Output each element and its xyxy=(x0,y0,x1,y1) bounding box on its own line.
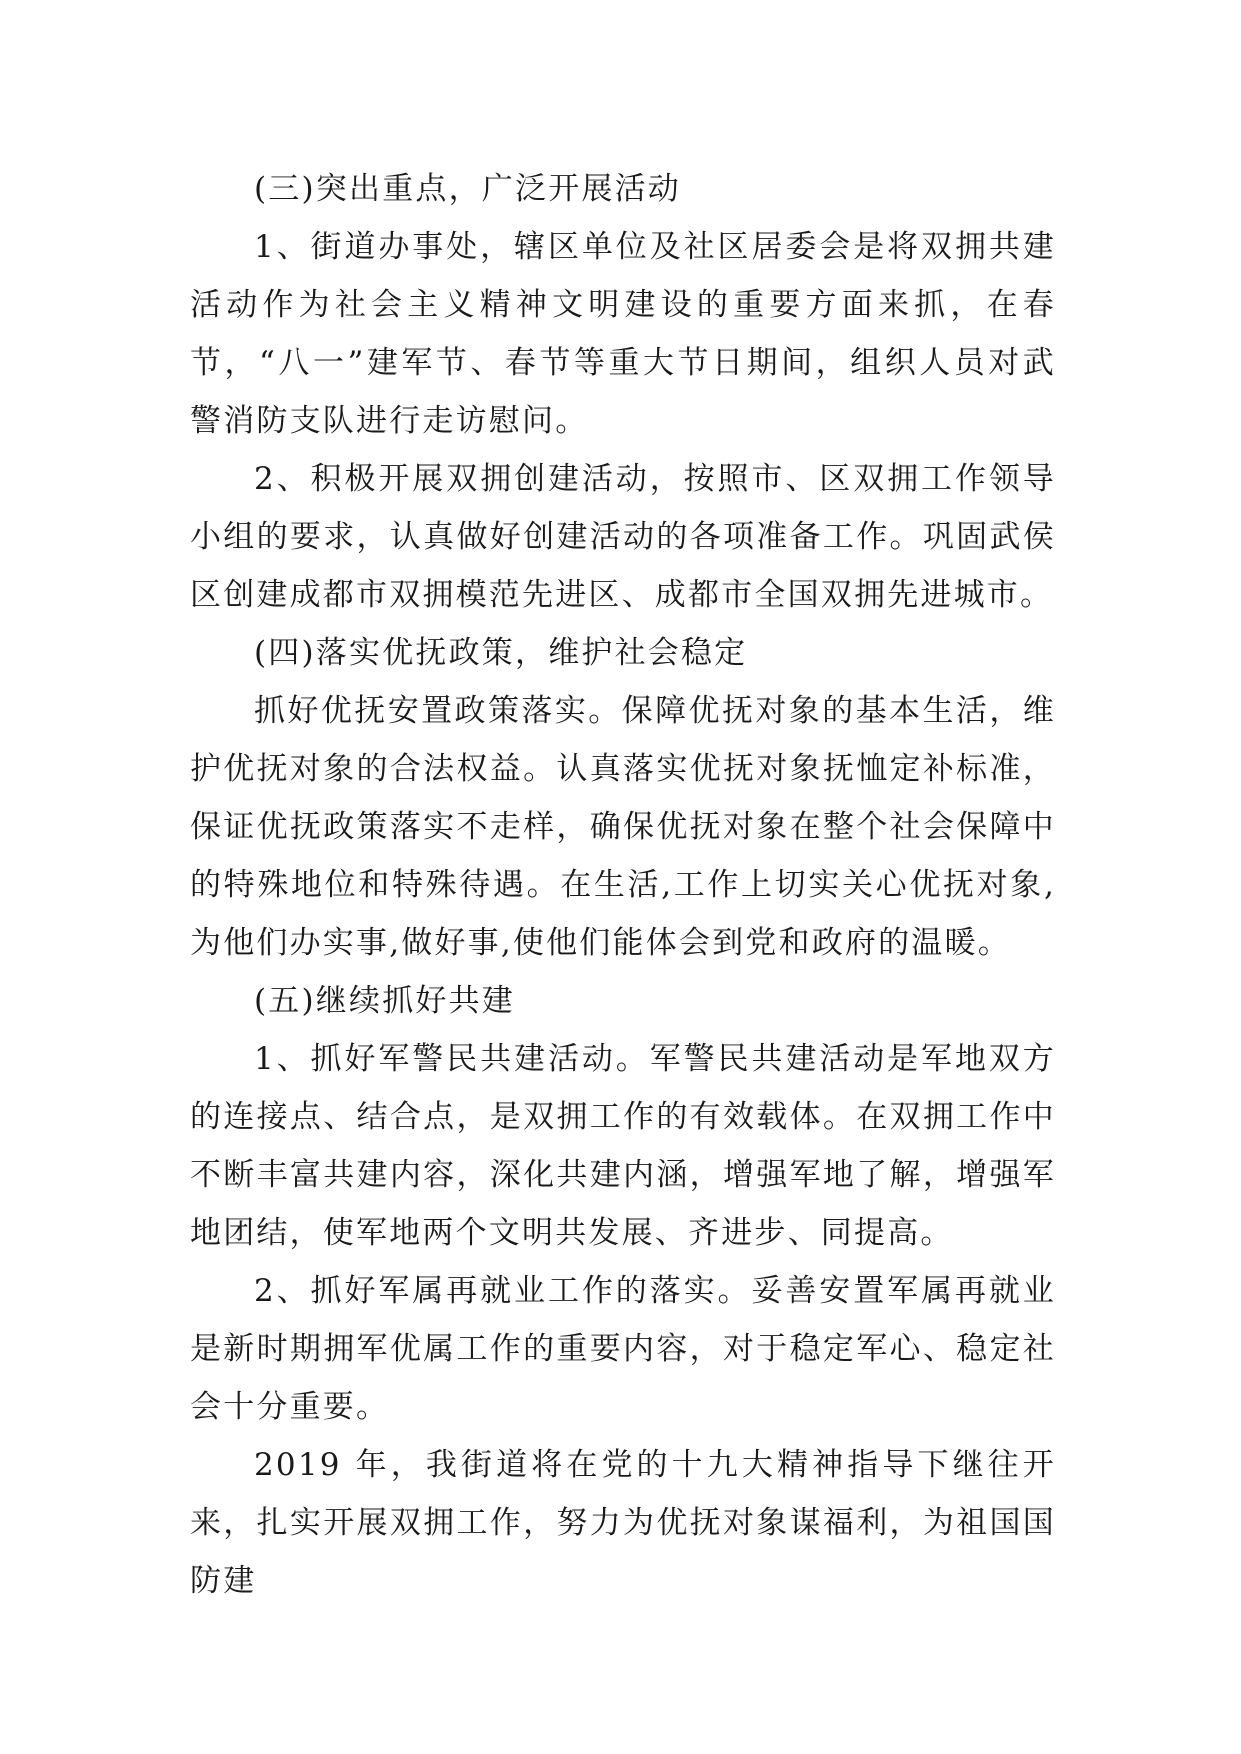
paragraph: 抓好优抚安置政策落实。保障优抚对象的基本生活，维护优抚对象的合法权益。认真落实优抚对象抚恤定补标准，保证优抚政策落实不走样，确保优抚对象在整个社会保障中的特殊地位和特殊待遇。在生活,工作上切实关心优抚对象,为他们办实事,做好事,使他们能体会到党和政府的温暖。 xyxy=(190,693,1056,961)
section-heading-4: (四)落实优抚政策，维护社会稳定 xyxy=(254,635,748,671)
document-body xyxy=(190,160,1056,1610)
paragraph: 2、抓好军属再就业工作的落实。妥善安置军属再就业是新时期拥军优属工作的重要内容，对于稳定军心、稳定社会十分重要。 xyxy=(190,1273,1056,1425)
paragraph: 2019 年，我街道将在党的十九大精神指导下继往开来，扎实开展双拥工作，努力为优抚对象谋福利，为祖国国防建 xyxy=(190,1447,1056,1599)
section-heading-3: (三)突出重点，广泛开展活动 xyxy=(254,171,681,207)
paragraph: 1、抓好军警民共建活动。军警民共建活动是军地双方的连接点、结合点，是双拥工作的有效载体。在双拥工作中不断丰富共建内容，深化共建内涵，增强军地了解，增强军地团结，使军地两个文明共发展、齐进步、同提高。 xyxy=(190,1041,1056,1251)
paragraph: 1、街道办事处，辖区单位及社区居委会是将双拥共建活动作为社会主义精神文明建设的重要方面来抓，在春节，“八一”建军节、春节等重大节日期间，组织人员对武警消防支队进行走访慰问。 xyxy=(190,229,1056,439)
paragraph: 2、积极开展双拥创建活动，按照市、区双拥工作领导小组的要求，认真做好创建活动的各项准备工作。巩固武侯区创建成都市双拥模范先进区、成都市全国双拥先进城市。 xyxy=(190,461,1056,613)
section-heading-5: (五)继续抓好共建 xyxy=(254,983,515,1019)
